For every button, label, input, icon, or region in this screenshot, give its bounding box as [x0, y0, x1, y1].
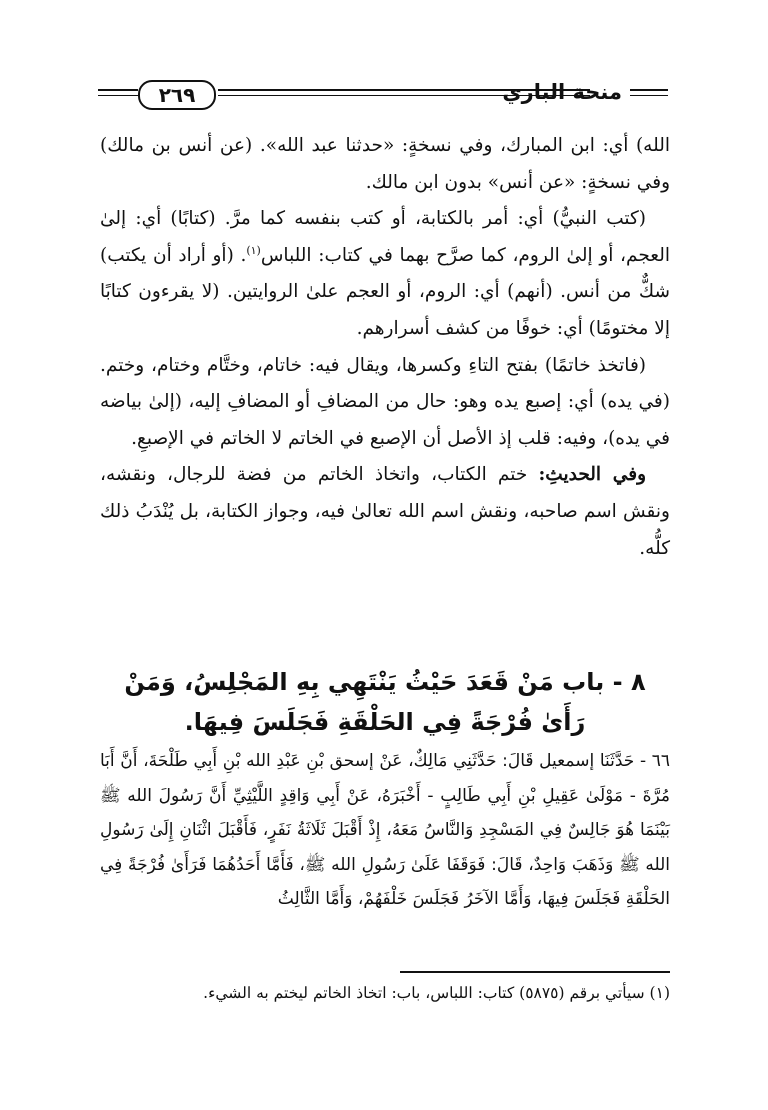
header-rule-left-1 — [98, 89, 138, 91]
paragraph-1: الله) أي: ابن المبارك، وفي نسخةٍ: «حدثنا عبد الله». (عن أنس بن مالك) وفي نسخةٍ: «عن أنس» بدون ابن مالك. — [100, 135, 670, 193]
paragraph-4-text: ختم الكتاب، واتخاذ الخاتم من فضة للرجال، ونقشه، ونقش اسم صاحبه، ونقش اسم الله تعالىٰ فيه، وجواز الكتابة، بل يُنْدَبُ ذلك كلُّه. — [100, 464, 670, 559]
paragraph-2-text-continued: . (أو أراد أن يكتب) شكٌّ من أنس. (أنهم) أي: الروم، أو العجم علىٰ الروايتين. (لا يقرءون كتابًا إلا مختومًا) أي: خوفًا من كشف أسرارهم. — [100, 244, 670, 339]
header-rule-right-2 — [630, 95, 668, 96]
header-rule-left-2 — [98, 95, 138, 96]
footnote-reference[interactable]: (١) — [246, 243, 261, 257]
running-title: منحة الباري — [502, 80, 622, 104]
header-rule-right-1 — [630, 89, 668, 91]
paragraph-4-label: وفي الحديثِ: — [538, 464, 646, 486]
paragraph-3: (فاتخذ خاتمًا) بفتح التاءِ وكسرها، ويقال فيه: خاتام، وختَّام وختام، وختم. (في يده) أي: إصبع يده وهو: حال من المضافِ أو المضافِ إليه، (إلىٰ بياضه في يده)، وفيه: قلب إذ الأصل أن الإصبع في الخاتم لا الخاتم في الإصبعِ. — [100, 354, 670, 449]
commentary-text — [100, 128, 670, 567]
hadith-text: ٦٦ - حَدَّثَنَا إسمعيل قَالَ: حَدَّثَنِي مَالِكٌ، عَنْ إسحق بْنِ عَبْدِ الله بْنِ أَبِي طَلْحَةَ، أَنَّ أَبَا مُرَّةَ - مَوْلَىٰ عَقِيلِ بْنِ أَبِي طَالِبٍ - أَخْبَرَهُ، عَنْ أَبِي وَاقِدٍ اللَّيْثِيِّ أَنَّ رَسُولَ الله ﷺ بَيْنَمَا هُوَ جَالِسٌ فِي المَسْجِدِ وَالنَّاسُ مَعَهُ، إِذْ أَقْبَلَ ثَلَاثَةُ نَفَرٍ، فَأَقْبَلَ اثْنَانِ إِلَىٰ رَسُولِ الله ﷺ وَذَهَبَ وَاحِدٌ، قَالَ: فَوَقَفَا عَلَىٰ رَسُولِ الله ﷺ، فَأَمَّا أَحَدُهُمَا فَرَأَىٰ فُرْجَةً فِي الحَلْقَةِ فَجَلَسَ فِيهَا، وَأَمَّا الآخَرُ فَجَلَسَ خَلْفَهُمْ، وَأَمَّا الثَّالِثُ — [100, 751, 670, 909]
footnote: (١) سيأتي برقم (٥٨٧٥) كتاب: اللباس، باب: اتخاذ الخاتم ليختم به الشيء. — [203, 984, 670, 1002]
paragraph-2-text: (كتب النبيُّ) أي: أمر بالكتابة، أو كتب بنفسه كما مرَّ. (كتابًا) أي: إلىٰ العجم، أو إلىٰ الروم، كما صرَّح بهما في كتاب: اللباس — [100, 208, 670, 266]
paragraph-2 — [100, 201, 670, 347]
paragraph-4 — [100, 457, 670, 567]
page-number: ٢٦٩ — [138, 80, 216, 110]
page-header — [98, 78, 668, 118]
footnote-divider — [400, 971, 670, 973]
chapter-heading: ٨ - باب مَنْ قَعَدَ حَيْثُ يَنْتَهِي بِهِ المَجْلِسُ، وَمَنْ رَأَىٰ فُرْجَةً فِي الحَلْقَةِ فَجَلَسَ فِيهَا. — [124, 668, 646, 736]
